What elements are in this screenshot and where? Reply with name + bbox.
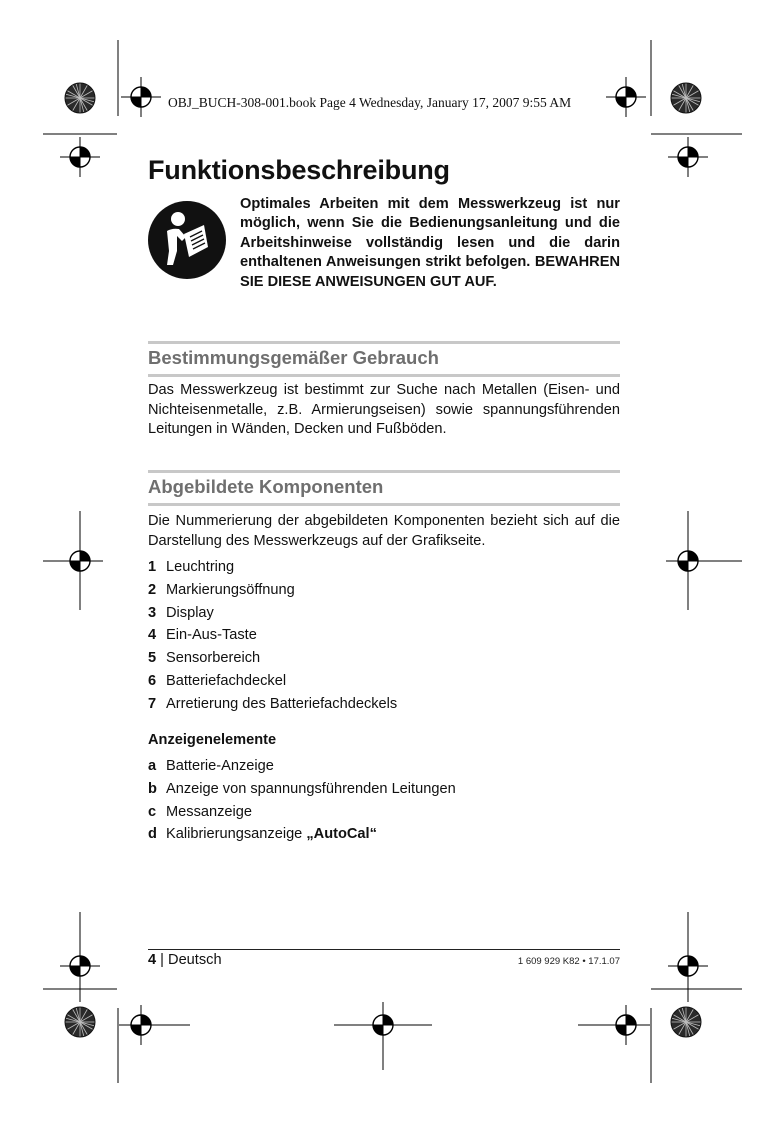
intended-use-text: Das Messwerkzeug ist bestimmt zur Suche nach Metallen (Eisen- und Nichteisenmetalle, z.B. Armierungseisen) sowie spannungsführenden Leitungen in Wänden, Decken und Fußböden. <box>148 382 620 438</box>
registration-mark-icon <box>606 1005 646 1045</box>
registration-mark-icon <box>60 541 100 581</box>
footer-language: Deutsch <box>168 952 222 968</box>
list-item: a Batterie-Anzeige <box>148 758 274 774</box>
section-heading-text: Abgebildete Komponenten <box>148 476 384 497</box>
component-list <box>148 556 620 716</box>
registration-mark-icon <box>121 1005 161 1045</box>
list-item: 7 Arretierung des Batteriefachdeckels <box>148 695 398 712</box>
color-wheel-icon <box>671 83 701 113</box>
autocal-label: „AutoCal“ <box>306 826 377 843</box>
registration-mark-icon <box>60 946 100 986</box>
section-heading-text: Bestimmungsgemäßer Gebrauch <box>148 347 439 368</box>
registration-mark-icon <box>363 1005 403 1045</box>
list-item: 6 Batteriefachdeckel <box>148 672 287 689</box>
section-heading-components <box>148 470 620 506</box>
footer-code: 1 609 929 K82 • 17.1.07 <box>517 956 620 967</box>
section-heading-intended-use <box>148 341 620 377</box>
list-item: 1 Leuchtring <box>148 559 235 575</box>
registration-mark-icon <box>60 137 100 177</box>
footer-separator: | <box>156 952 169 968</box>
print-slug: OBJ_BUCH-308-001.book Page 4 Wednesday, January 17, 2007 9:55 AM <box>168 95 572 110</box>
registration-mark-icon <box>668 541 708 581</box>
display-elements-heading: Anzeigenelemente <box>148 732 277 748</box>
intro-warning: Optimales Arbeiten mit dem Messwerkzeug ist nur möglich, wenn Sie die Bedienungsanleitung und die Arbeitshinweise vollständig lesen und die darin enthaltenen Anweisungen strikt befolgen. BEWAHREN SIE DIESE ANWEISUNGEN GUT AUF. <box>240 196 620 290</box>
footer-page-info <box>148 952 222 968</box>
color-wheel-icon <box>65 1007 95 1037</box>
color-wheel-icon <box>65 83 95 113</box>
read-manual-icon <box>148 201 226 279</box>
list-item: 5 Sensorbereich <box>148 650 261 667</box>
list-item: d Kalibrierungsanzeige „AutoCal“ <box>148 826 377 843</box>
list-item: 3 Display <box>148 604 214 621</box>
footer-divider <box>148 949 620 950</box>
color-wheel-icon <box>671 1007 701 1037</box>
page-number: 4 <box>148 952 157 968</box>
list-item: 4 Ein-Aus-Taste <box>148 627 257 644</box>
list-item: 2 Markierungsöffnung <box>148 581 295 598</box>
page-title: Funktionsbeschreibung <box>148 155 450 185</box>
registration-mark-icon <box>668 946 708 986</box>
registration-mark-icon <box>606 77 646 117</box>
registration-mark-icon <box>121 77 161 117</box>
components-intro-text: Die Nummerierung der abgebildeten Komponenten bezieht sich auf die Darstellung des Messwerkzeugs auf der Grafikseite. <box>148 513 620 549</box>
list-item: b Anzeige von spannungsführenden Leitungen <box>148 780 456 797</box>
display-element-list <box>148 755 620 846</box>
list-item: c Messanzeige <box>148 803 252 820</box>
registration-mark-icon <box>668 137 708 177</box>
